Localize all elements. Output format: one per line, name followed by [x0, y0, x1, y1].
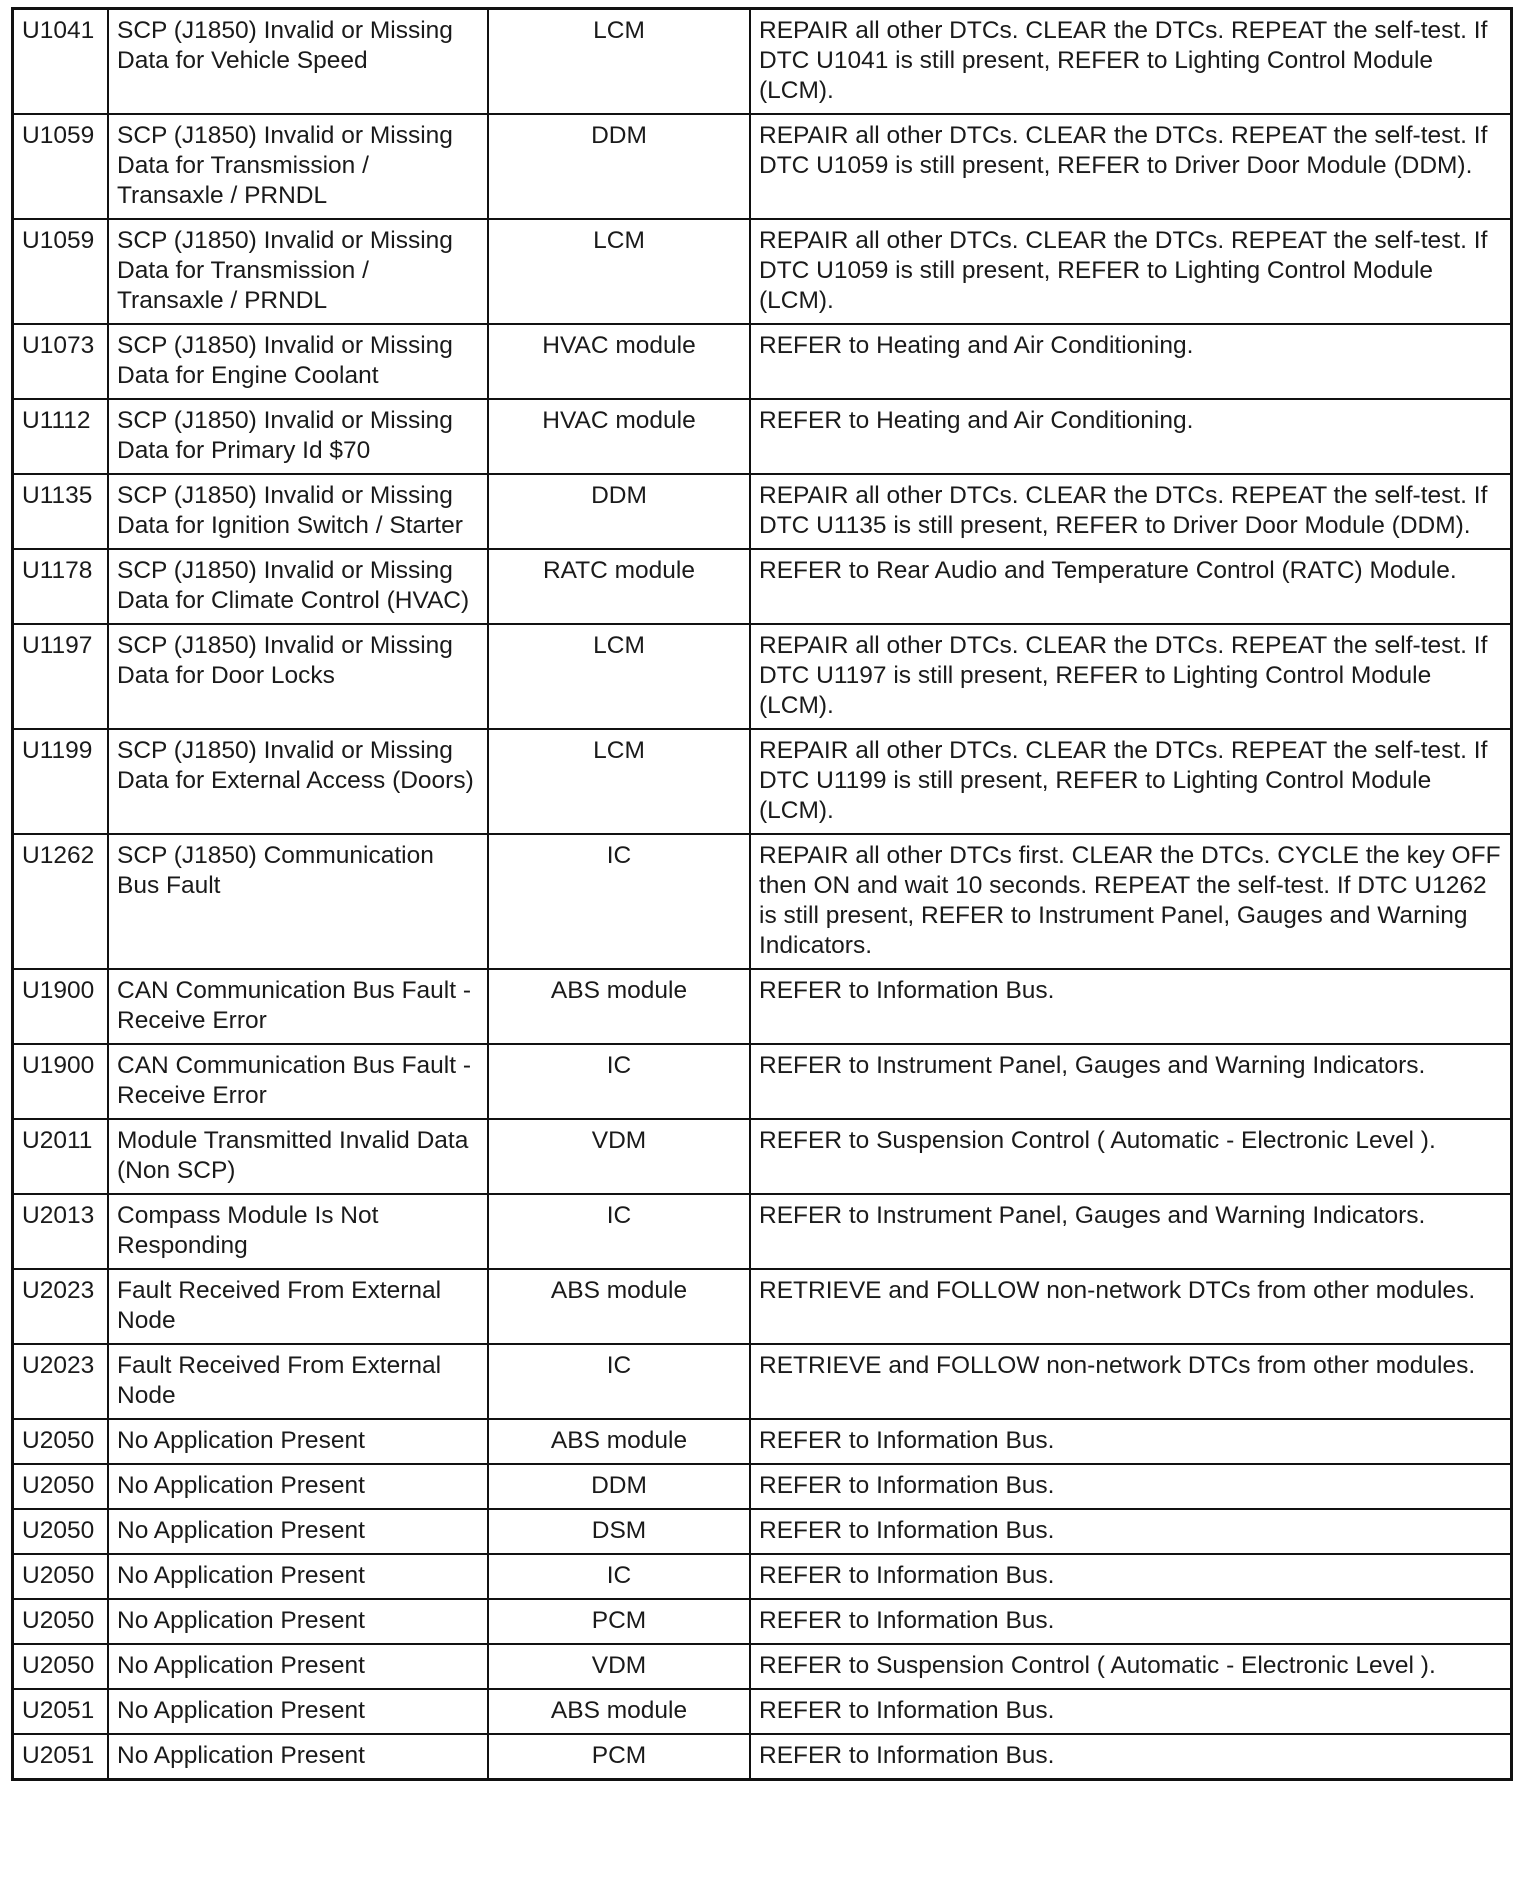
dtc-table: [14, 10, 1510, 1778]
table-row: [14, 324, 1510, 399]
table-row: [14, 399, 1510, 474]
dtc-source-module-cell: ABS module: [488, 1419, 750, 1464]
dtc-source-module-cell: LCM: [488, 219, 750, 324]
dtc-action-cell: REPAIR all other DTCs. CLEAR the DTCs. REPEAT the self-test. If DTC U1135 is still present, REFER to Driver Door Module (DDM).: [750, 474, 1510, 549]
dtc-code-cell: U2050: [14, 1599, 108, 1644]
dtc-description-cell: No Application Present: [108, 1644, 488, 1689]
dtc-source-module-cell: DSM: [488, 1509, 750, 1554]
dtc-action-cell: REFER to Heating and Air Conditioning.: [750, 399, 1510, 474]
dtc-action-cell: REPAIR all other DTCs. CLEAR the DTCs. REPEAT the self-test. If DTC U1059 is still present, REFER to Driver Door Module (DDM).: [750, 114, 1510, 219]
dtc-source-module-cell: HVAC module: [488, 324, 750, 399]
dtc-source-module-cell: HVAC module: [488, 399, 750, 474]
table-row: [14, 1554, 1510, 1599]
dtc-description-cell: SCP (J1850) Invalid or Missing Data for Climate Control (HVAC): [108, 549, 488, 624]
table-row: [14, 1119, 1510, 1194]
dtc-action-cell: REFER to Information Bus.: [750, 1599, 1510, 1644]
dtc-action-cell: REFER to Rear Audio and Temperature Control (RATC) Module.: [750, 549, 1510, 624]
dtc-code-cell: U2011: [14, 1119, 108, 1194]
dtc-source-module-cell: LCM: [488, 10, 750, 114]
dtc-description-cell: Compass Module Is Not Responding: [108, 1194, 488, 1269]
table-row: [14, 1419, 1510, 1464]
dtc-action-cell: REPAIR all other DTCs first. CLEAR the DTCs. CYCLE the key OFF then ON and wait 10 seconds. REPEAT the self-test. If DTC U1262 is still present, REFER to Instrument Panel, Gauges and Warning Indicators.: [750, 834, 1510, 969]
table-row: [14, 1269, 1510, 1344]
dtc-code-cell: U1197: [14, 624, 108, 729]
dtc-source-module-cell: DDM: [488, 114, 750, 219]
dtc-description-cell: No Application Present: [108, 1689, 488, 1734]
dtc-source-module-cell: LCM: [488, 729, 750, 834]
dtc-source-module-cell: PCM: [488, 1734, 750, 1778]
dtc-action-cell: REFER to Suspension Control ( Automatic - Electronic Level ).: [750, 1644, 1510, 1689]
table-row: [14, 1689, 1510, 1734]
dtc-action-cell: REPAIR all other DTCs. CLEAR the DTCs. REPEAT the self-test. If DTC U1041 is still present, REFER to Lighting Control Module (LCM).: [750, 10, 1510, 114]
table-row: [14, 219, 1510, 324]
dtc-action-cell: REFER to Information Bus.: [750, 969, 1510, 1044]
dtc-description-cell: SCP (J1850) Invalid or Missing Data for Vehicle Speed: [108, 10, 488, 114]
dtc-code-cell: U2050: [14, 1509, 108, 1554]
dtc-code-cell: U1178: [14, 549, 108, 624]
dtc-code-cell: U2023: [14, 1269, 108, 1344]
dtc-action-cell: REFER to Suspension Control ( Automatic - Electronic Level ).: [750, 1119, 1510, 1194]
dtc-description-cell: No Application Present: [108, 1554, 488, 1599]
dtc-action-cell: REFER to Information Bus.: [750, 1554, 1510, 1599]
dtc-source-module-cell: IC: [488, 1554, 750, 1599]
table-row: [14, 1194, 1510, 1269]
dtc-description-cell: SCP (J1850) Communication Bus Fault: [108, 834, 488, 969]
table-row: [14, 834, 1510, 969]
dtc-code-cell: U1059: [14, 114, 108, 219]
dtc-code-cell: U1112: [14, 399, 108, 474]
dtc-source-module-cell: IC: [488, 1194, 750, 1269]
dtc-source-module-cell: ABS module: [488, 969, 750, 1044]
dtc-code-cell: U2051: [14, 1734, 108, 1778]
dtc-description-cell: Module Transmitted Invalid Data (Non SCP): [108, 1119, 488, 1194]
dtc-description-cell: SCP (J1850) Invalid or Missing Data for Primary Id $70: [108, 399, 488, 474]
dtc-description-cell: SCP (J1850) Invalid or Missing Data for Transmission / Transaxle / PRNDL: [108, 219, 488, 324]
dtc-description-cell: No Application Present: [108, 1509, 488, 1554]
dtc-code-cell: U1900: [14, 1044, 108, 1119]
table-row: [14, 474, 1510, 549]
table-row: [14, 624, 1510, 729]
table-row: [14, 969, 1510, 1044]
dtc-action-cell: REFER to Information Bus.: [750, 1419, 1510, 1464]
table-row: [14, 1464, 1510, 1509]
dtc-source-module-cell: ABS module: [488, 1269, 750, 1344]
dtc-description-cell: No Application Present: [108, 1464, 488, 1509]
dtc-action-cell: REPAIR all other DTCs. CLEAR the DTCs. REPEAT the self-test. If DTC U1197 is still present, REFER to Lighting Control Module (LCM).: [750, 624, 1510, 729]
table-row: [14, 114, 1510, 219]
dtc-action-cell: REFER to Information Bus.: [750, 1734, 1510, 1778]
dtc-code-cell: U1900: [14, 969, 108, 1044]
dtc-code-cell: U2013: [14, 1194, 108, 1269]
dtc-description-cell: Fault Received From External Node: [108, 1269, 488, 1344]
dtc-code-cell: U1059: [14, 219, 108, 324]
dtc-source-module-cell: DDM: [488, 1464, 750, 1509]
dtc-action-cell: RETRIEVE and FOLLOW non-network DTCs from other modules.: [750, 1269, 1510, 1344]
dtc-code-cell: U1041: [14, 10, 108, 114]
dtc-source-module-cell: IC: [488, 834, 750, 969]
dtc-source-module-cell: IC: [488, 1044, 750, 1119]
dtc-source-module-cell: VDM: [488, 1644, 750, 1689]
table-row: [14, 1509, 1510, 1554]
dtc-description-cell: SCP (J1850) Invalid or Missing Data for Engine Coolant: [108, 324, 488, 399]
dtc-action-cell: REFER to Information Bus.: [750, 1689, 1510, 1734]
dtc-code-cell: U2050: [14, 1644, 108, 1689]
table-row: [14, 10, 1510, 114]
dtc-code-cell: U2051: [14, 1689, 108, 1734]
table-row: [14, 1044, 1510, 1119]
table-row: [14, 1599, 1510, 1644]
dtc-action-cell: REFER to Information Bus.: [750, 1509, 1510, 1554]
dtc-description-cell: SCP (J1850) Invalid or Missing Data for Door Locks: [108, 624, 488, 729]
dtc-source-module-cell: PCM: [488, 1599, 750, 1644]
dtc-code-cell: U2023: [14, 1344, 108, 1419]
dtc-description-cell: SCP (J1850) Invalid or Missing Data for Ignition Switch / Starter: [108, 474, 488, 549]
dtc-source-module-cell: DDM: [488, 474, 750, 549]
dtc-description-cell: No Application Present: [108, 1599, 488, 1644]
table-row: [14, 1734, 1510, 1778]
dtc-source-module-cell: LCM: [488, 624, 750, 729]
dtc-description-cell: CAN Communication Bus Fault - Receive Error: [108, 969, 488, 1044]
dtc-table-body: [14, 10, 1510, 1778]
dtc-code-cell: U1135: [14, 474, 108, 549]
dtc-description-cell: No Application Present: [108, 1419, 488, 1464]
dtc-code-cell: U2050: [14, 1554, 108, 1599]
dtc-description-cell: Fault Received From External Node: [108, 1344, 488, 1419]
dtc-action-cell: REPAIR all other DTCs. CLEAR the DTCs. REPEAT the self-test. If DTC U1059 is still present, REFER to Lighting Control Module (LCM).: [750, 219, 1510, 324]
dtc-source-module-cell: ABS module: [488, 1689, 750, 1734]
dtc-code-cell: U1073: [14, 324, 108, 399]
dtc-action-cell: REFER to Instrument Panel, Gauges and Warning Indicators.: [750, 1194, 1510, 1269]
table-row: [14, 1644, 1510, 1689]
dtc-code-cell: U2050: [14, 1419, 108, 1464]
dtc-action-cell: RETRIEVE and FOLLOW non-network DTCs from other modules.: [750, 1344, 1510, 1419]
dtc-action-cell: REFER to Information Bus.: [750, 1464, 1510, 1509]
dtc-code-cell: U1262: [14, 834, 108, 969]
dtc-action-cell: REFER to Heating and Air Conditioning.: [750, 324, 1510, 399]
dtc-description-cell: CAN Communication Bus Fault - Receive Error: [108, 1044, 488, 1119]
dtc-description-cell: No Application Present: [108, 1734, 488, 1778]
dtc-action-cell: REPAIR all other DTCs. CLEAR the DTCs. REPEAT the self-test. If DTC U1199 is still present, REFER to Lighting Control Module (LCM).: [750, 729, 1510, 834]
dtc-code-cell: U1199: [14, 729, 108, 834]
dtc-description-cell: SCP (J1850) Invalid or Missing Data for Transmission / Transaxle / PRNDL: [108, 114, 488, 219]
dtc-description-cell: SCP (J1850) Invalid or Missing Data for External Access (Doors): [108, 729, 488, 834]
dtc-source-module-cell: IC: [488, 1344, 750, 1419]
table-row: [14, 549, 1510, 624]
dtc-source-module-cell: VDM: [488, 1119, 750, 1194]
table-row: [14, 729, 1510, 834]
table-row: [14, 1344, 1510, 1419]
dtc-table-frame: [11, 7, 1513, 1781]
dtc-source-module-cell: RATC module: [488, 549, 750, 624]
dtc-code-cell: U2050: [14, 1464, 108, 1509]
dtc-action-cell: REFER to Instrument Panel, Gauges and Warning Indicators.: [750, 1044, 1510, 1119]
